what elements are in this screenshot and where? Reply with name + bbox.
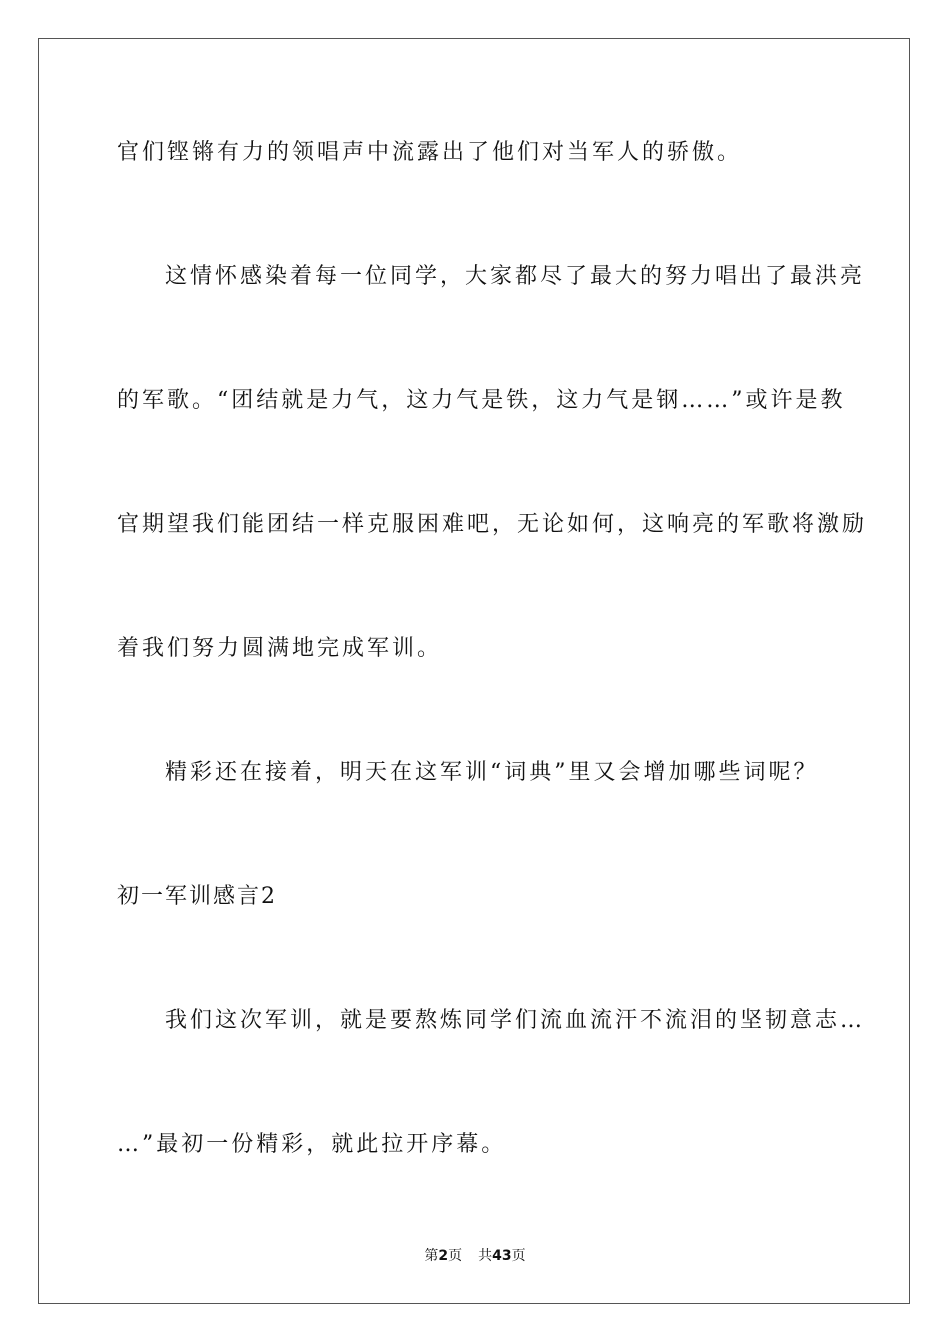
total-prefix: 共 <box>478 1248 493 1264</box>
section-heading: 初一军训感言2 <box>117 884 277 909</box>
page-prefix: 第 <box>424 1248 439 1264</box>
page-suffix: 页 <box>448 1248 463 1264</box>
paragraph-line: 着我们努力圆满地完成军训。 <box>117 636 443 661</box>
page-footer <box>0 1246 950 1266</box>
paragraph-line: 官们铿锵有力的领唱声中流露出了他们对当军人的骄傲。 <box>117 140 743 165</box>
page-border <box>38 38 910 1304</box>
total-suffix: 页 <box>511 1248 526 1264</box>
paragraph-line: 我们这次军训，就是要熬炼同学们流血流汗不流泪的坚韧意志… <box>165 1008 866 1033</box>
paragraph-line: …”最初一份精彩，就此拉开序幕。 <box>117 1132 507 1157</box>
total-pages: 43 <box>492 1248 512 1264</box>
paragraph-line: 精彩还在接着，明天在这军训“词典”里又会增加哪些词呢？ <box>165 760 819 785</box>
paragraph-line: 的军歌。“团结就是力气，这力气是铁，这力气是钢……”或许是教 <box>117 388 846 413</box>
page-number: 2 <box>438 1248 449 1264</box>
paragraph-line: 官期望我们能团结一样克服困难吧，无论如何，这响亮的军歌将激励 <box>117 512 868 537</box>
paragraph-line: 这情怀感染着每一位同学，大家都尽了最大的努力唱出了最洪亮 <box>165 264 866 289</box>
